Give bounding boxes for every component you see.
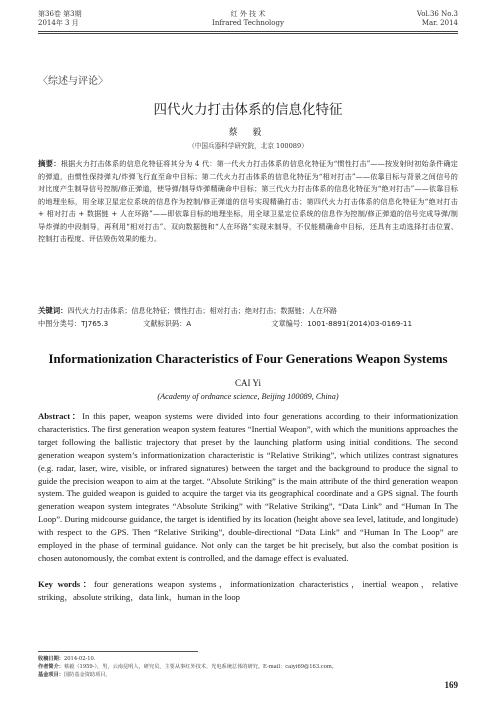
abstract-cn-text: 根据火力打击体系的信息化特征将其分为 4 代：第一代火力打击体系的信息化特征为“惯性打击”——按发射时初始条件确定的弹道，由惯性保持弹丸/炸弹飞行直至命中目标；第二代火力打击体系的信息化特征为“相对打击”——依靠目标与背景之间信号的对比度产生制导信号控制/修正弹道，使导弹/制导炸弹精确命中目标；第三代火力打击体系的信息化特征为“绝对打击”——依靠目标的地理坐标，用全球卫星定位系统的信息作为控制/修正弹道的信号实现精确打击；第四代火力打击体系的信息化特征为“绝对打击 + 相对打击 + 数据链 + 人在环路”——即依靠目标的地理坐标，用全球卫星定位系统的信息作为控制/修正弹道的信号完成导弹/制导炸弹的中段制导，再利用“相对打击”、双向数据链和“人在环路”实现末制导，不仅能精确命中目标，还具有主动选择打击位置、控制打击程度、评估毁伤效果的能力。	[38, 159, 459, 243]
footnote-received	[38, 655, 458, 663]
keywords-cn-label: 关键词：	[38, 306, 68, 315]
author-en: CAI Yi	[235, 378, 261, 388]
header-date-en: Mar. 2014	[421, 19, 458, 27]
keywords-en	[38, 578, 458, 604]
keywords-en-label: Key words：	[38, 579, 94, 589]
clc-value: TJ765.3	[81, 319, 109, 328]
abstract-en-label: Abstract：	[38, 411, 83, 421]
abstract-cn	[38, 158, 458, 246]
footnote-text: 国防基金资助项目。	[63, 672, 111, 679]
affiliation-cn: （中国兵器科学研究院，北京 100089）	[188, 142, 308, 150]
keywords-cn	[38, 305, 458, 316]
header-journal	[212, 10, 284, 28]
keywords-cn-text: 四代火力打击体系；信息化特征；惯性打击；相对打击；绝对打击；数据链；人在环路	[67, 306, 338, 315]
doc-code-label: 文献标识码：	[143, 319, 187, 328]
footnote-funding	[38, 671, 458, 679]
section-tag: 〈综述与评论〉	[38, 76, 108, 87]
footnote-text: 蔡毅（1959-），男，云南昆明人，研究员，主要从事红外技术、光电系统总体的研究。E-mail：caiyi69@163.com。	[63, 664, 337, 671]
page-number: 169	[444, 680, 458, 690]
header-vol-no: Vol.36 No.3	[416, 10, 458, 18]
footnote-label: 基金项目：	[38, 672, 64, 679]
abstract-cn-label: 摘要：	[38, 159, 61, 168]
affiliation-en: (Academy of ordnance science, Beijing 100089, China)	[157, 392, 339, 401]
header-volume-issue: 第36卷 第3期	[38, 10, 82, 18]
title-en: Informationization Characteristics of Four Generations Weapon Systems	[48, 352, 448, 366]
author-cn: 蔡 毅	[228, 128, 268, 138]
footnote-rule	[38, 651, 198, 652]
abstract-en	[38, 410, 458, 565]
header-date-cn: 2014年 3 月	[38, 19, 79, 27]
footnote-text: 2014-02-10.	[63, 656, 96, 662]
clc-label: 中图分类号：	[38, 319, 82, 328]
footnote-author-bio	[38, 663, 458, 671]
abstract-en-text: In this paper, weapon systems were divided into four generations according to their informationization characteristics. The first generation weapon system features “Inertial Weapon”, with which the munitions approaches the target following the ballistic trajectory that preset by the launching platform using initial conditions. The second generation weapon system’s informationization characteristic is “Relative Striking”, which utilizes contrast signatures (e.g. radar, laser, wire, visible, or infrared signatures) between the target and the background to produce the signal to guide the precision weapon to aim at the target. “Absolute Striking” is the main attribute of the third generation weapon system. The guided weapon is guided to acquire the target via its geographical coordinate and a GPS signal. The fourth generation weapon system integrates “Absolute Striking” with “Relative Striking”, “Data Link” and “Human In The Loop”. During midcourse guidance, the target is identified by its location (height above sea level, latitude, and longitude) with respect to the GPS. Then “Relative Striking”, double-directional “Data Link” and “Human In The Loop” are employed in the phase of terminal guidance. Not only can the target be hit precisely, but also the combat position is chosen autonomously, the combat extent is controlled, and the damage effect is evaluated.	[38, 411, 458, 563]
header-volume-en	[417, 10, 458, 28]
footnote-label: 作者简介：	[38, 664, 64, 671]
article-id-label: 文章编号：	[271, 319, 308, 328]
header-rule-thick	[38, 31, 458, 32]
footnote-label: 收稿日期：	[38, 656, 64, 662]
doc-code-value: A	[186, 319, 192, 328]
keywords-en-text: four generations weapon systems，informationization characteristics，inertial weapon，relative striking，absolute striking，data link，human in the loop	[38, 579, 458, 602]
header-rule-thin	[38, 33, 458, 34]
classification-line	[38, 318, 458, 329]
footnotes	[38, 655, 458, 680]
header-journal-en: Infrared Technology	[212, 19, 284, 27]
article-id-value: 1001-8891(2014)03-0169-11	[307, 319, 413, 328]
header-journal-cn: 红 外 技 术	[230, 10, 266, 18]
title-cn: 四代火力打击体系的信息化特征	[153, 102, 343, 118]
header-volume	[38, 10, 82, 28]
